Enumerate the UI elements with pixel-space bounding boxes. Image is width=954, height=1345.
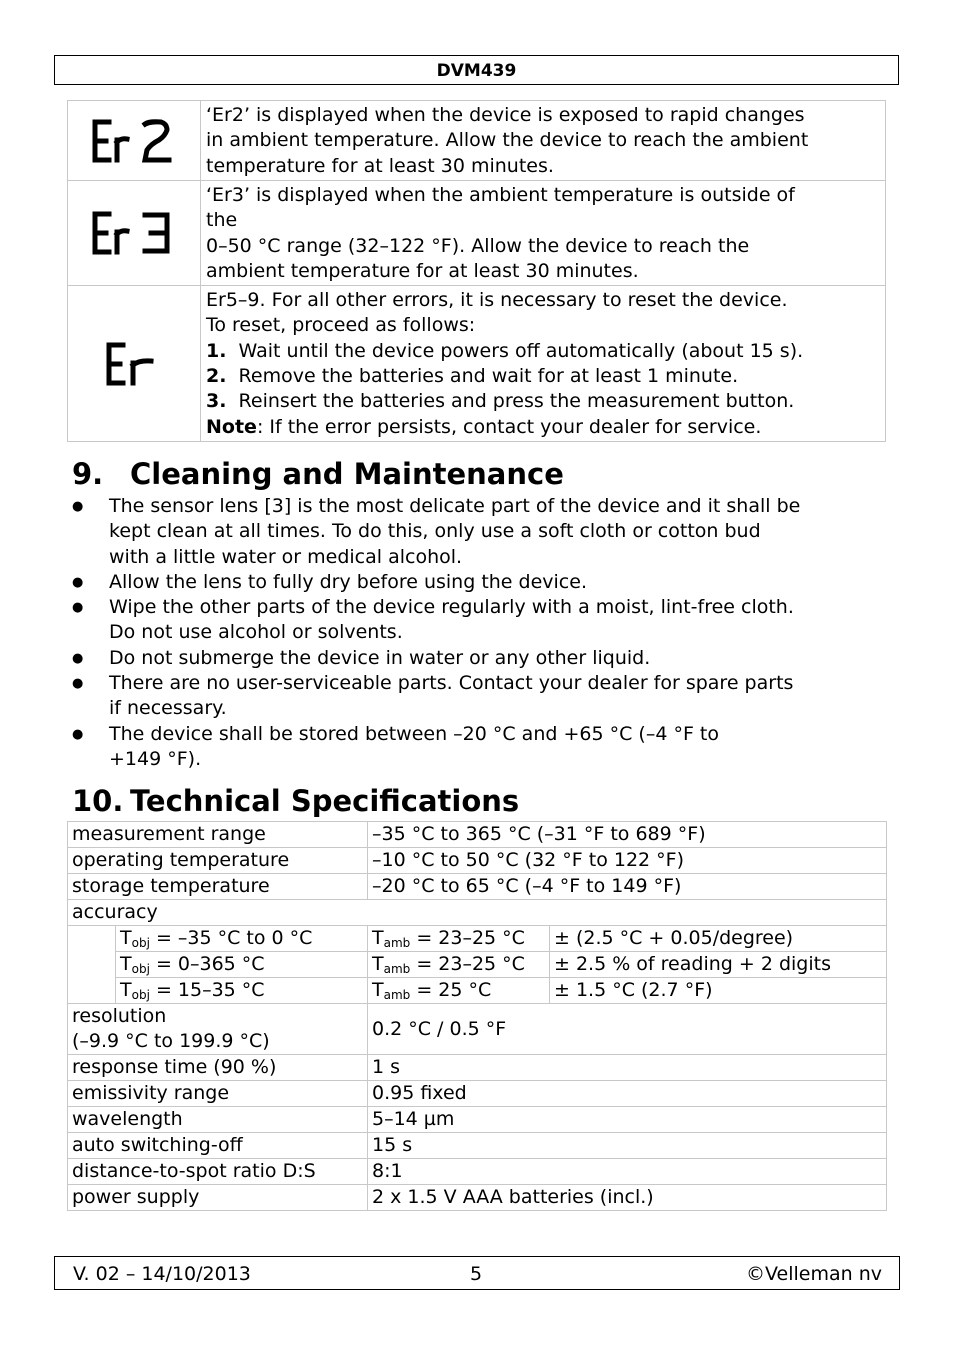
error-description-er3 xyxy=(201,181,886,286)
section-title: Technical Specifications xyxy=(130,784,520,818)
table-row xyxy=(68,1159,887,1185)
spec-value: 8:1 xyxy=(368,1159,887,1185)
error-row-er xyxy=(68,286,886,442)
text-line: 0–50 °C range (32–122 °F). Allow the device to reach the xyxy=(206,234,750,257)
section-title: Cleaning and Maintenance xyxy=(130,457,564,491)
text-line: Wipe the other parts of the device regularly with a moist, lint-free cloth. xyxy=(109,596,794,619)
condition-value: = –35 °C to 0 °C xyxy=(149,927,313,949)
text-line: Do not submerge the device in water or any other liquid. xyxy=(109,646,651,669)
symbol: T xyxy=(120,953,132,975)
spec-value: 0.95 fixed xyxy=(368,1081,887,1107)
condition-value: = 15–35 °C xyxy=(149,979,265,1001)
subscript: obj xyxy=(131,988,150,1002)
bullet-icon: ● xyxy=(72,676,84,692)
error-row-er2 xyxy=(68,101,886,181)
page-number: 5 xyxy=(470,1263,483,1285)
list-item xyxy=(72,494,882,570)
condition-value: = 25 °C xyxy=(410,979,492,1001)
text-line: To reset, proceed as follows: xyxy=(206,314,476,337)
lcd-er-icon xyxy=(89,339,179,389)
list-item xyxy=(72,646,882,671)
bullet-icon: ● xyxy=(72,726,84,742)
lcd-er-display xyxy=(68,286,201,442)
section-number: 10. xyxy=(72,784,124,818)
step-text: Wait until the device powers off automatically (about 15 s). xyxy=(238,339,804,362)
error-code-table xyxy=(67,100,886,442)
spec-label: distance-to-spot ratio D:S xyxy=(68,1159,368,1185)
page-footer xyxy=(54,1256,900,1290)
spec-label: wavelength xyxy=(68,1107,368,1133)
table-row xyxy=(68,1081,887,1107)
text-line: if necessary. xyxy=(109,697,227,720)
error-description-er2 xyxy=(201,101,886,181)
table-row xyxy=(68,1133,887,1159)
table-row xyxy=(68,822,887,848)
symbol: T xyxy=(120,927,132,949)
accuracy-value: ± 1.5 °C (2.7 °F) xyxy=(550,978,887,1004)
text-line: temperature for at least 30 minutes. xyxy=(206,154,554,177)
spec-value: –10 °C to 50 °C (32 °F to 122 °F) xyxy=(368,848,887,874)
tamb-condition xyxy=(368,926,550,952)
spec-label: emissivity range xyxy=(68,1081,368,1107)
reset-step-2 xyxy=(206,364,881,389)
tobj-condition xyxy=(116,926,368,952)
spec-label: power supply xyxy=(68,1185,368,1211)
spec-value: –35 °C to 365 °C (–31 °F to 689 °F) xyxy=(368,822,887,848)
table-row xyxy=(68,1055,887,1081)
tamb-condition xyxy=(368,978,550,1004)
accuracy-row xyxy=(68,952,887,978)
lcd-er3-display xyxy=(68,181,201,286)
spec-label: operating temperature xyxy=(68,848,368,874)
spec-value: 15 s xyxy=(368,1133,887,1159)
text-line: The sensor lens [3] is the most delicate part of the device and it shall be xyxy=(109,495,801,517)
tobj-condition xyxy=(116,952,368,978)
condition-value: = 0–365 °C xyxy=(149,953,265,975)
tamb-condition xyxy=(368,952,550,978)
spec-value: 1 s xyxy=(368,1055,887,1081)
spec-label: measurement range xyxy=(68,822,368,848)
note-text: : If the error persists, contact your dealer for service. xyxy=(256,415,762,438)
text-line: resolution xyxy=(72,1005,167,1027)
table-row xyxy=(68,848,887,874)
section-number: 9. xyxy=(72,457,104,491)
accuracy-value: ± 2.5 % of reading + 2 digits xyxy=(550,952,887,978)
symbol: T xyxy=(372,927,384,949)
subscript: amb xyxy=(383,936,411,950)
spec-value: –20 °C to 65 °C (–4 °F to 149 °F) xyxy=(368,874,887,900)
text-line: kept clean at all times. To do this, only use a soft cloth or cotton bud xyxy=(109,520,761,543)
text-line: Do not use alcohol or solvents. xyxy=(109,621,403,644)
bullet-icon: ● xyxy=(72,574,84,590)
spec-label: storage temperature xyxy=(68,874,368,900)
version-date: V. 02 – 14/10/2013 xyxy=(73,1263,251,1285)
bullet-icon: ● xyxy=(72,499,84,514)
spec-label xyxy=(68,1004,368,1055)
table-row xyxy=(68,1004,887,1055)
accuracy-row xyxy=(68,926,887,952)
error-row-er3 xyxy=(68,181,886,286)
symbol: T xyxy=(372,979,384,1001)
document-model: DVM439 xyxy=(436,61,517,81)
step-text: Remove the batteries and wait for at least 1 minute. xyxy=(238,365,739,388)
copyright: ©Velleman nv xyxy=(746,1263,882,1285)
spec-label: response time (90 %) xyxy=(68,1055,368,1081)
note-label: Note xyxy=(206,415,257,438)
text-line: There are no user-serviceable parts. Contact your dealer for spare parts xyxy=(109,672,794,695)
list-item xyxy=(72,722,882,773)
section-heading-cleaning xyxy=(72,456,564,492)
accuracy-value: ± (2.5 °C + 0.05/degree) xyxy=(550,926,887,952)
lcd-er3-icon xyxy=(89,208,179,258)
specifications-table xyxy=(67,821,887,1211)
step-number: 1. xyxy=(206,339,227,362)
text-line: in ambient temperature. Allow the device to reach the ambient xyxy=(206,129,809,152)
list-item xyxy=(72,671,882,722)
condition-value: = 23–25 °C xyxy=(410,953,525,975)
subscript: obj xyxy=(131,962,150,976)
text-line: Allow the lens to fully dry before using the device. xyxy=(109,570,587,593)
text-line: (–9.9 °C to 199.9 °C) xyxy=(72,1030,270,1052)
error-description-er xyxy=(201,286,886,442)
condition-value: = 23–25 °C xyxy=(410,927,525,949)
text-line: the xyxy=(206,209,238,232)
lcd-er2-icon xyxy=(89,116,179,166)
spec-value: 5–14 µm xyxy=(368,1107,887,1133)
bullet-icon: ● xyxy=(72,650,84,666)
spec-value: 2 x 1.5 V AAA batteries (incl.) xyxy=(368,1185,887,1211)
table-row xyxy=(68,1107,887,1133)
page-header xyxy=(54,55,899,85)
lcd-er2-display xyxy=(68,101,201,181)
step-number: 3. xyxy=(206,390,227,413)
section-heading-specifications xyxy=(72,783,519,819)
symbol: T xyxy=(372,953,384,975)
spec-label: accuracy xyxy=(68,900,887,926)
indent-cell xyxy=(68,926,116,1004)
text-line: ambient temperature for at least 30 minutes. xyxy=(206,259,639,282)
spec-label: auto switching-off xyxy=(68,1133,368,1159)
text-line: with a little water or medical alcohol. xyxy=(109,545,463,568)
table-row xyxy=(68,874,887,900)
accuracy-row xyxy=(68,978,887,1004)
cleaning-bullet-list xyxy=(72,494,882,772)
step-text: Reinsert the batteries and press the measurement button. xyxy=(238,390,795,413)
subscript: amb xyxy=(383,988,411,1002)
reset-step-1 xyxy=(206,339,881,364)
tobj-condition xyxy=(116,978,368,1004)
spec-value: 0.2 °C / 0.5 °F xyxy=(368,1004,887,1055)
bullet-icon: ● xyxy=(72,600,84,616)
subscript: amb xyxy=(383,962,411,976)
text-line: ‘Er3’ is displayed when the ambient temperature is outside of xyxy=(206,184,795,206)
symbol: T xyxy=(120,979,132,1001)
note-line xyxy=(206,415,881,440)
subscript: obj xyxy=(131,936,150,950)
text-line: Er5–9. For all other errors, it is necessary to reset the device. xyxy=(206,289,788,312)
table-row xyxy=(68,900,887,926)
table-row xyxy=(68,1185,887,1211)
text-line: +149 °F). xyxy=(109,747,202,770)
text-line: The device shall be stored between –20 °C and +65 °C (–4 °F to xyxy=(109,722,719,745)
list-item xyxy=(72,570,882,595)
text-line: ‘Er2’ is displayed when the device is exposed to rapid changes xyxy=(206,104,805,126)
reset-step-3 xyxy=(206,389,881,414)
list-item xyxy=(72,595,882,646)
step-number: 2. xyxy=(206,365,227,388)
